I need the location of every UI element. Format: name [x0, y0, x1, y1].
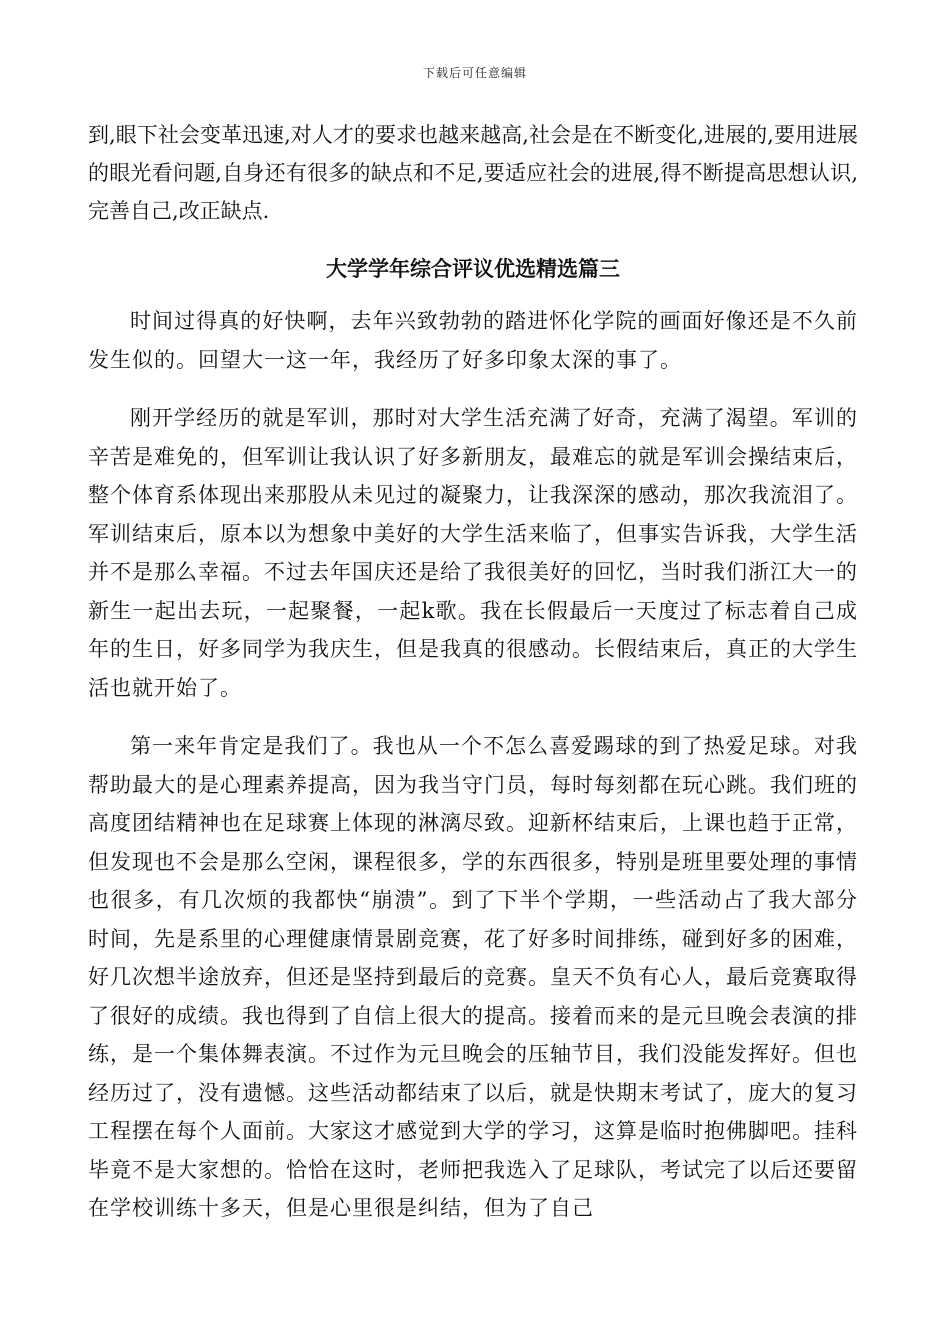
intro-paragraph: 到,眼下社会变革迅速,对人才的要求也越来越高,社会是在不断变化,进展的,要用进展的眼光看问题,自身还有很多的缺点和不足,要适应社会的进展,得不断提高思想认识,完善自己,改正缺点. — [88, 123, 858, 223]
document-body — [88, 116, 858, 1248]
section-title: 大学学年综合评议优选精选篇三 — [326, 256, 620, 281]
body-paragraph-3: 第一来年肯定是我们了。我也从一个不怎么喜爱踢球的到了热爱足球。对我帮助最大的是心理素养提高，因为我当守门员，每时每刻都在玩心跳。我们班的高度团结精神也在足球赛上体现的淋漓尽致。迎新杯结束后，上课也趋于正常，但发现也不会是那么空闲，课程很多，学的东西很多，特别是班里要处理的事情也很多，有几次烦的我都快“崩溃”。到了下半个学期，一些活动占了我大部分时间，先是系里的心理健康情景剧竞赛，花了好多时间排练，碰到好多的困难，好几次想半途放弃，但还是坚持到最后的竞赛。皇天不负有心人，最后竞赛取得了很好的成绩。我也得到了自信上很大的提高。接着而来的是元旦晚会表演的排练，是一个集体舞表演。不过作为元旦晚会的压轴节目，我们没能发挥好。但也经历过了，没有遗憾。这些活动都结束了以后，就是快期末考试了，庞大的复习工程摆在每个人面前。大家这才感觉到大学的学习，这算是临时抱佛脚吧。挂科毕竟不是大家想的。恰恰在这时，老师把我选入了足球队，考试完了以后还要留在学校训练十多天，但是心里很是纠结，但为了自己 — [88, 734, 858, 1220]
body-paragraph-2: 刚开学经历的就是军训，那时对大学生活充满了好奇，充满了渴望。军训的辛苦是难免的，但军训让我认识了好多新朋友，最难忘的就是军训会操结束后，整个体育系体现出来那股从未见过的凝聚力，让我深深的感动，那次我流泪了。军训结束后，原本以为想象中美好的大学生活来临了，但事实告诉我，大学生活并不是那么幸福。不过去年国庆还是给了我很美好的回忆，当时我们浙江大一的新生一起出去玩，一起聚餐，一起k歌。我在长假最后一天度过了标志着自己成年的生日，好多同学为我庆生，但是我真的很感动。长假结束后，真正的大学生活也就开始了。 — [88, 406, 858, 700]
page-header: 下载后可任意编辑 — [422, 66, 527, 80]
body-paragraph-1: 时间过得真的好快啊，去年兴致勃勃的踏进怀化学院的画面好像还是不久前发生似的。回望大一这一年，我经历了好多印象太深的事了。 — [88, 309, 858, 372]
